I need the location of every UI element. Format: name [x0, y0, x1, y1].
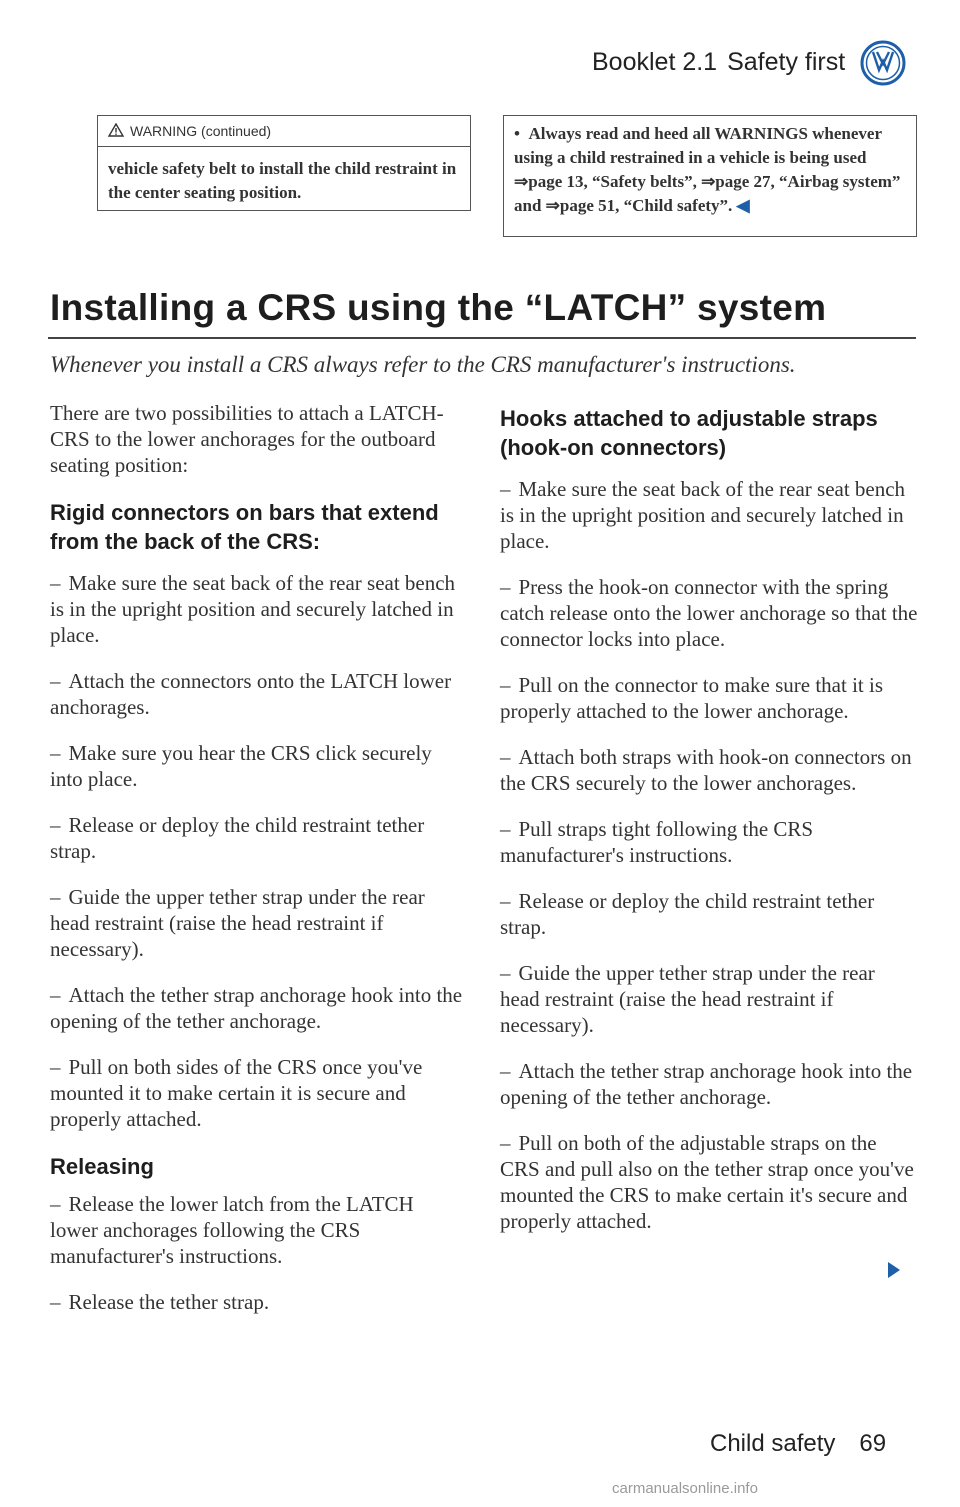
- list-item: – Attach the tether strap anchorage hook into the opening of the tether anchorage.: [500, 1059, 913, 1109]
- list-item: – Attach both straps with hook-on connectors on the CRS securely to the lower anchorages.: [500, 745, 912, 795]
- booklet-label: Booklet 2.1: [592, 48, 718, 76]
- page-footer: [710, 1430, 886, 1458]
- watermark: carmanualsonline.info: [612, 1480, 758, 1497]
- list-item: – Pull on the connector to make sure that it is properly attached to the lower anchorage.: [500, 673, 884, 723]
- warning-heading: [98, 116, 470, 147]
- section-label: Safety first: [727, 48, 846, 76]
- title-divider: [48, 337, 916, 339]
- releasing-heading: Releasing: [50, 1154, 154, 1179]
- warning-box-always-read: [503, 115, 917, 237]
- list-item: – Pull on both of the adjustable straps on the CRS and pull also on the tether strap once you've mounted the CRS to make certain it's secure and properly attached.: [500, 1131, 914, 1233]
- rigid-connectors-heading: Rigid connectors on bars that extend from the back of the CRS:: [50, 500, 439, 554]
- list-item: – Make sure you hear the CRS click securely into place.: [50, 741, 432, 791]
- list-item: – Release or deploy the child restraint tether strap.: [50, 813, 425, 863]
- list-item: – Attach the tether strap anchorage hook into the opening of the tether anchorage.: [50, 983, 463, 1033]
- list-item: – Make sure the seat back of the rear seat bench is in the upright position and securely latched in place.: [50, 571, 456, 647]
- list-item: – Pull straps tight following the CRS manufacturer's instructions.: [500, 817, 814, 867]
- warning-text: vehicle safety belt to install the child restraint in the center seating position.: [108, 159, 457, 202]
- left-intro: There are two possibilities to attach a LATCH-CRS to the lower anchorages for the outboard seating position:: [50, 401, 444, 477]
- list-item: – Press the hook-on connector with the spring catch release onto the lower anchorage so that the connector locks into place.: [500, 575, 918, 651]
- hooks-heading: Hooks attached to adjustable straps (hook-on connectors): [500, 406, 878, 460]
- continue-arrow-icon: [888, 1262, 900, 1278]
- right-column: [500, 404, 918, 1254]
- list-item: – Release the lower latch from the LATCH lower anchorages following the CRS manufacturer's instructions.: [50, 1192, 414, 1268]
- end-marker-icon: ◀: [732, 196, 750, 215]
- list-item: – Guide the upper tether strap under the rear head restraint (raise the head restraint if necessary).: [50, 885, 425, 961]
- section-intro: Whenever you install a CRS always refer to the CRS manufacturer's instructions.: [50, 352, 796, 377]
- warning-box-continued: [97, 115, 471, 211]
- vw-logo-icon: [860, 40, 906, 86]
- list-item: – Make sure the seat back of the rear seat bench is in the upright position and securely latched in place.: [500, 477, 906, 553]
- warning-always-text: [504, 116, 916, 218]
- chapter-name: Child safety: [710, 1430, 836, 1457]
- left-column: [50, 400, 465, 1335]
- list-item: – Guide the upper tether strap under the rear head restraint (raise the head restraint if necessary).: [500, 961, 875, 1037]
- list-item: – Pull on both sides of the CRS once you've mounted it to make certain it is secure and properly attached.: [50, 1055, 423, 1131]
- warning-triangle-icon: [108, 123, 124, 137]
- warning-always-body: Always read and heed all WARNINGS whenever using a child restrained in a vehicle is being used ⇒page 13, “Safety belts”, ⇒page 27, “Airbag system” and ⇒page 51, “Child safety”.: [514, 124, 901, 215]
- list-item: – Release the tether strap.: [50, 1290, 270, 1314]
- running-header: [592, 48, 845, 77]
- list-item: – Release or deploy the child restraint tether strap.: [500, 889, 875, 939]
- section-title: Installing a CRS using the “LATCH” system: [50, 287, 827, 328]
- list-item: – Attach the connectors onto the LATCH lower anchorages.: [50, 669, 452, 719]
- bullet-icon: •: [514, 124, 529, 143]
- warning-heading-text: WARNING (continued): [130, 123, 272, 139]
- page-number: 69: [859, 1430, 887, 1457]
